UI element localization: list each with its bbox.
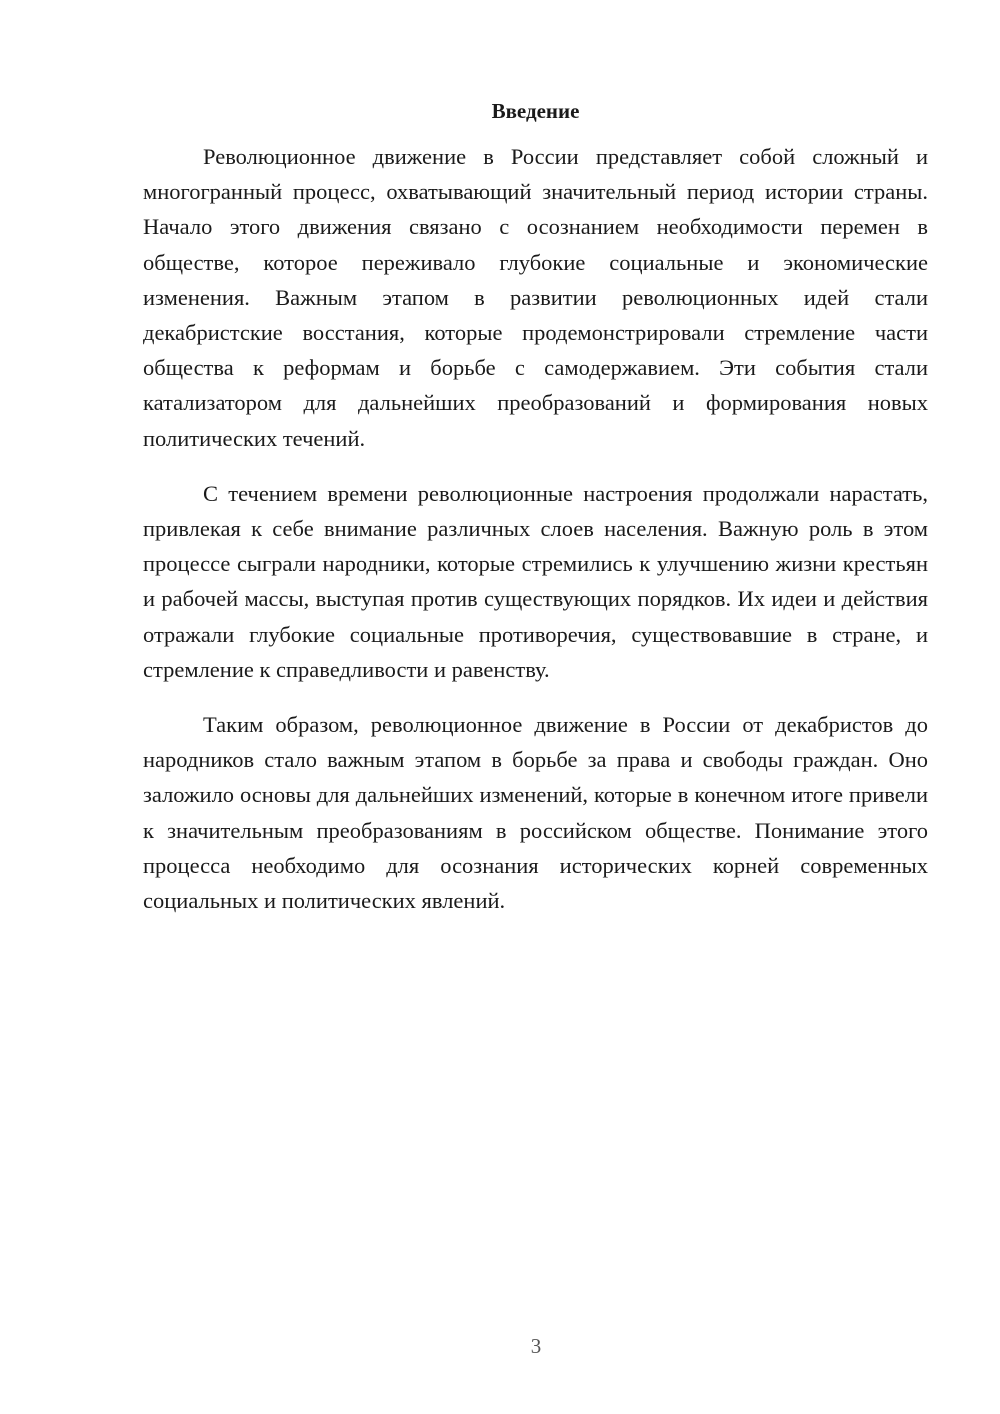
paragraph-1: Революционное движение в России представляет собой сложный и многогранный процесс, охватывающий значительный период истории страны. Начало этого движения связано с осознанием необходимости перемен в обществе, которое переживало глубокие социальные и экономические изменения. Важным этапом в развитии революционных идей стали декабристские восстания, которые продемонстрировали стремление части общества к реформам и борьбе с самодержавием. Эти события стали катализатором для дальнейших преобразований и формирования новых политических течений. xyxy=(143,144,928,451)
paragraph-2: С течением времени революционные настроения продолжали нарастать, привлекая к себе внимание различных слоев населения. Важную роль в этом процессе сыграли народники, которые стремились к улучшению жизни крестьян и рабочей массы, выступая против существующих порядков. Их идеи и действия отражали глубокие социальные противоречия, существовавшие в стране, и стремление к справедливости и равенству. xyxy=(143,480,928,682)
section-title: Введение xyxy=(491,99,580,123)
page-content xyxy=(143,94,928,938)
page-number: 3 xyxy=(530,1334,542,1358)
paragraph-3: Таким образом, революционное движение в России от декабристов до народников стало важным этапом в борьбе за права и свободы граждан. Оно заложило основы для дальнейших изменений, которые в конечном итоге привели к значительным преобразованиям в российском обществе. Понимание этого процесса необходимо для осознания исторических корней современных социальных и политических явлений. xyxy=(143,712,928,914)
